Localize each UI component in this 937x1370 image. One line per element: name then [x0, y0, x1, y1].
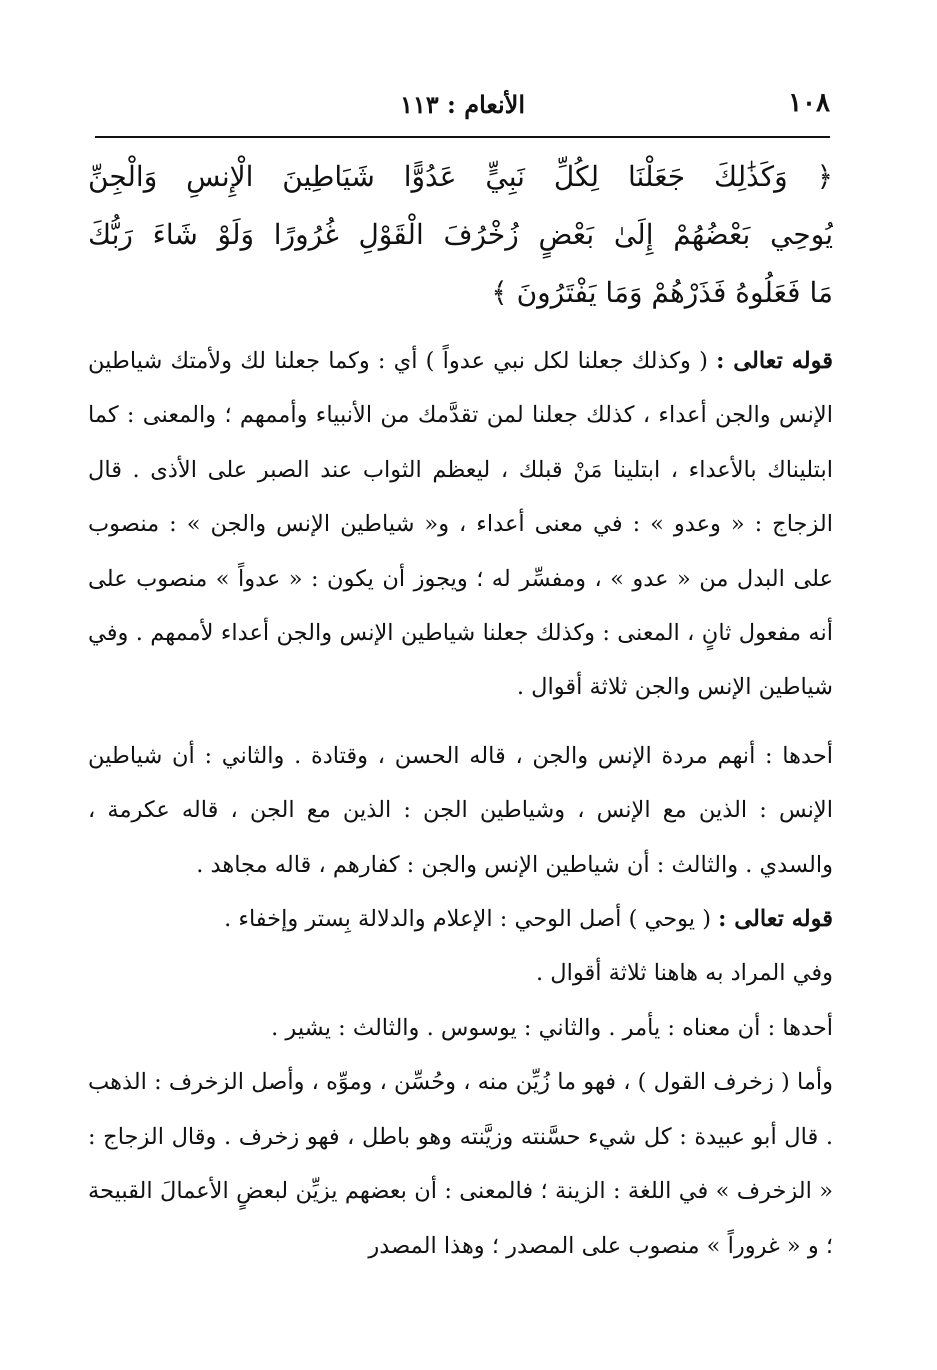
paragraph-gap [88, 715, 833, 729]
commentary-paragraph [88, 334, 833, 715]
quran-verse [88, 148, 833, 322]
paragraph-text: أحدها : أن معناه : يأمر . والثاني : يوسوس . والثالث : يشير . [271, 1014, 833, 1041]
header-divider [95, 136, 830, 138]
verse-line: ﴿ وَكَذَٰلِكَ جَعَلْنَا لِكُلِّ نَبِيٍّ عَدُوًّا شَيَاطِينَ الْإِنسِ وَالْجِنِّ [88, 160, 833, 193]
commentary-paragraph [88, 729, 833, 892]
running-head: الأنعام : ١١٣ [399, 90, 526, 119]
paragraph-lead: قوله تعالى : [718, 906, 833, 933]
page-number: ١٠٨ [788, 88, 830, 118]
page-content [88, 148, 833, 1273]
paragraph-lead: قوله تعالى : [716, 348, 833, 374]
commentary-paragraph [88, 892, 833, 946]
commentary-paragraph [88, 1055, 833, 1273]
commentary-paragraph [88, 1001, 833, 1055]
paragraph-text: وأما ( زخرف القول ) ، فهو ما زُيِّن منه ، وحُسِّن ، وموِّه ، وأصل الزخرف : الذهب . قال أبو عبيدة : كل شيء حسَّنته وزيَّنته وهو باطل ، فهو زخرف . وقال الزجاج : « الزخرف » في اللغة : الزينة ؛ فالمعنى : أن بعضهم يزيِّن لبعضٍ الأعمالَ القبيحة ؛ و « غروراً » منصوب على المصدر ؛ وهذا المصدر [88, 1069, 833, 1259]
verse-line: مَا فَعَلُوهُ فَذَرْهُمْ وَمَا يَفْتَرُونَ ﴾ [491, 276, 833, 309]
commentary-paragraph [88, 946, 833, 1000]
verse-line: يُوحِي بَعْضُهُمْ إِلَىٰ بَعْضٍ زُخْرُفَ الْقَوْلِ غُرُورًا وَلَوْ شَاءَ رَبُّكَ [88, 218, 833, 251]
paragraph-text: وفي المراد به هاهنا ثلاثة أقوال . [535, 960, 833, 987]
paragraph-text: أحدها : أنهم مردة الإنس والجن ، قاله الحسن ، وقتادة . والثاني : أن شياطين الإنس : الذين مع الإنس ، وشياطين الجن : الذين مع الجن ، قاله عكرمة ، والسدي . والثالث : أن شياطين الإنس والجن : كفارهم ، قاله مجاهد . [88, 742, 833, 878]
paragraph-text: ( يوحي ) أصل الوحي : الإعلام والدلالة بِستر وإخفاء . [224, 906, 719, 933]
paragraph-text: ( وكذلك جعلنا لكل نبي عدواً ) أي : وكما جعلنا لك ولأمتك شياطين الإنس والجن أعداء ، كذلك جعلنا لمن تقدَّمك من الأنبياء وأممهم ؛ والمعنى : كما ابتليناك بالأعداء ، ابتلينا مَنْ قبلك ، ليعظم الثواب عند الصبر على الأذى . قال الزجاج : « وعدو » : في معنى أعداء ، و« شياطين الإنس والجن » : منصوب على البدل من « عدو » ، ومفسِّر له ؛ ويجوز أن يكون : « عدواً » منصوب على أنه مفعول ثانٍ ، المعنى : وكذلك جعلنا شياطين الإنس والجن أعداء لأممهم . وفي شياطين الإنس والجن ثلاثة أقوال . [88, 348, 833, 701]
page-header [95, 88, 830, 128]
